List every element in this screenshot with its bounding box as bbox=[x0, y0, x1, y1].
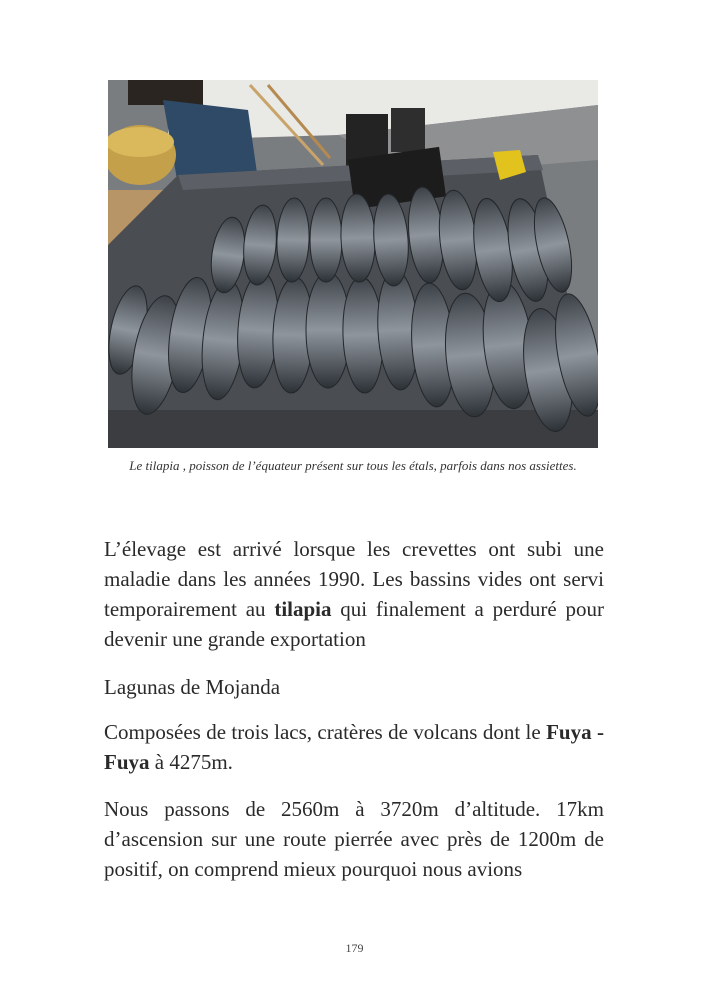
paragraph-text: Composées de trois lacs, cratères de volcans dont le bbox=[104, 720, 547, 744]
figure-caption: Le tilapia , poisson de l’équateur présent sur tous les étals, parfois dans nos assiettes. bbox=[129, 458, 577, 473]
paragraph-text: à 4275m. bbox=[149, 750, 233, 774]
bold-term-tilapia: tilapia bbox=[274, 597, 332, 621]
section-heading-lagunas: Lagunas de Mojanda bbox=[104, 675, 281, 699]
bold-term-fuya: Fuya - Fuya bbox=[104, 720, 604, 774]
paragraph-shrimp-farming bbox=[104, 534, 604, 654]
fish-market-illustration bbox=[108, 80, 598, 448]
paragraph-lakes bbox=[104, 717, 604, 777]
tilapia-photo bbox=[108, 80, 598, 448]
page-number: 179 bbox=[345, 941, 364, 955]
paragraph-text: L’élevage est arrivé lorsque les crevettes ont subi une maladie dans les années 1990. Les bassins vides ont servi temporairement au bbox=[104, 537, 604, 621]
paragraph-altitude: Nous passons de 2560m à 3720m d’altitude. 17km d’ascension sur une route pierrée avec près de 1200m de positif, on comprend mieux pourquoi nous avions bbox=[104, 797, 604, 881]
paragraph-text: qui finalement a perduré pour devenir une grande exportation bbox=[104, 597, 604, 651]
